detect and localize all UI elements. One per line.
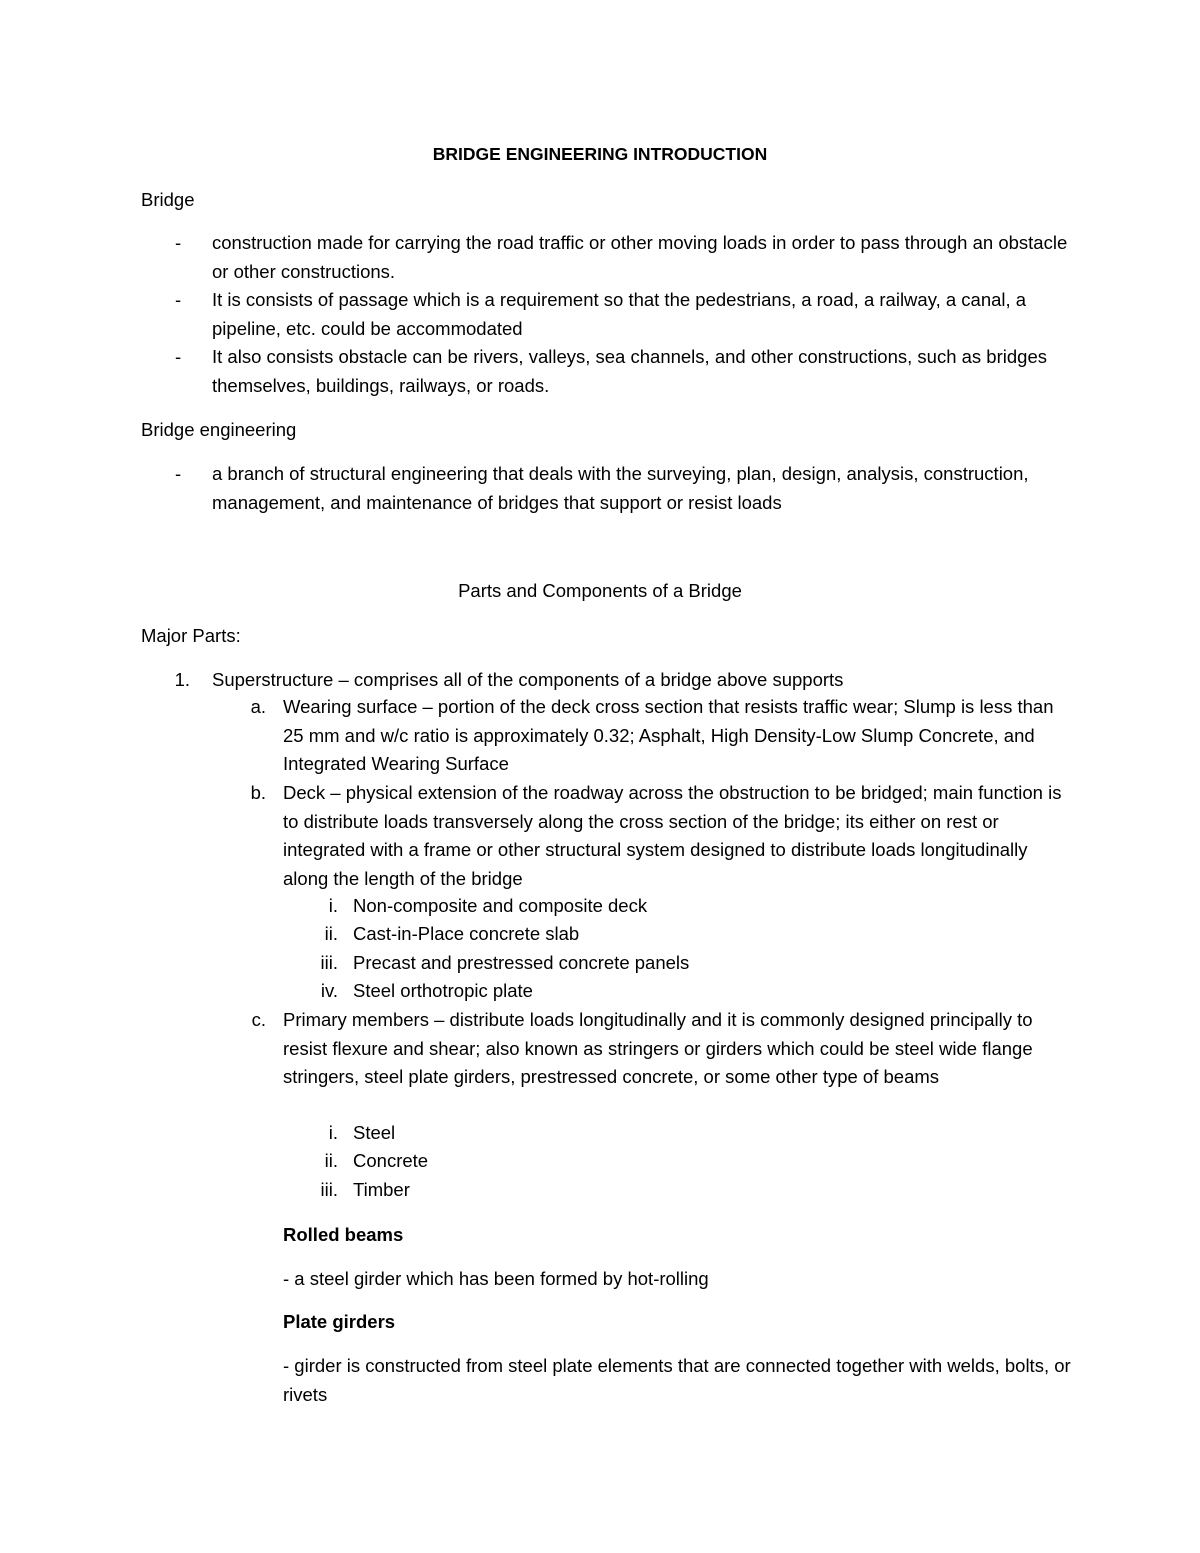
plate-girders-heading: Plate girders: [283, 1311, 396, 1332]
list-marker: ii.: [324, 1150, 338, 1171]
list-marker: iii.: [320, 1179, 338, 1200]
major-parts-label: Major Parts:: [141, 625, 241, 646]
list-marker: 1.: [174, 669, 190, 690]
list-marker: c.: [251, 1009, 266, 1030]
document-title: BRIDGE ENGINEERING INTRODUCTION: [432, 144, 768, 164]
superstructure-item: Superstructure – comprises all of the components of a bridge above supports: [212, 669, 844, 690]
rolled-beams-text: - a steel girder which has been formed by hot-rolling: [283, 1268, 709, 1289]
deck-item: Deck – physical extension of the roadway across the obstruction to be bridged; main function is to distribute loads transversely along the cross section of the bridge; its either on rest or integrated with a frame or other structural system designed to distribute loads longitudinally along the length of the bridge: [283, 782, 1062, 889]
rolled-beams-heading: Rolled beams: [283, 1224, 404, 1245]
list-marker: i.: [328, 1122, 338, 1143]
primary-members-item: Primary members – distribute loads longitudinally and it is commonly designed principally to resist flexure and shear; also known as stringers or girders which could be steel wide flange stringers, steel plate girders, prestressed concrete, or some other type of beams: [283, 1009, 1033, 1087]
bridge-engineering-heading: Bridge engineering: [141, 419, 297, 440]
plate-girders-text: - girder is constructed from steel plate elements that are connected together with welds, bolts, or rivets: [283, 1355, 1071, 1405]
bridge-bullet-3: It also consists obstacle can be rivers, valleys, sea channels, and other constructions, such as bridges themselves, buildings, railways, or roads.: [212, 346, 1047, 396]
list-marker: b.: [250, 782, 266, 803]
bridge-engineering-bullet-1: a branch of structural engineering that deals with the surveying, plan, design, analysis, construction, management, and maintenance of bridges that support or resist loads: [212, 463, 1029, 513]
bullet-marker: -: [175, 346, 182, 367]
wearing-surface-item: Wearing surface – portion of the deck cross section that resists traffic wear; Slump is less than 25 mm and w/c ratio is approximately 0.32; Asphalt, High Density-Low Slump Concrete, and Integrated Wearing Surface: [283, 696, 1054, 774]
bullet-marker: -: [175, 289, 182, 310]
list-marker: iii.: [320, 952, 338, 973]
primary-members-subitem: Concrete: [353, 1150, 429, 1171]
bridge-heading: Bridge: [141, 189, 195, 210]
deck-subitem: Non-composite and composite deck: [353, 895, 648, 916]
list-marker: a.: [250, 696, 266, 717]
bullet-marker: -: [175, 232, 182, 253]
bridge-bullet-2: It is consists of passage which is a requirement so that the pedestrians, a road, a railway, a canal, a pipeline, etc. could be accommodated: [212, 289, 1027, 339]
bullet-marker: -: [175, 463, 182, 484]
deck-subitem: Cast-in-Place concrete slab: [353, 923, 580, 944]
list-marker: iv.: [320, 980, 338, 1001]
deck-subitem: Steel orthotropic plate: [353, 980, 533, 1001]
list-marker: i.: [328, 895, 338, 916]
deck-subitem: Precast and prestressed concrete panels: [353, 952, 690, 973]
primary-members-subitem: Steel: [353, 1122, 396, 1143]
list-marker: ii.: [324, 923, 338, 944]
parts-heading: Parts and Components of a Bridge: [458, 580, 742, 601]
bridge-bullet-1: construction made for carrying the road traffic or other moving loads in order to pass through an obstacle or other constructions.: [212, 232, 1068, 282]
primary-members-subitem: Timber: [353, 1179, 410, 1200]
